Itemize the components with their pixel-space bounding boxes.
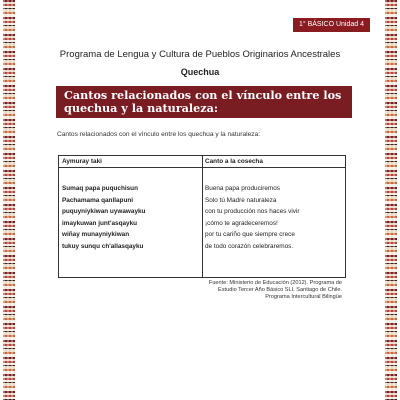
source-line: Programa Intercultural Bilingüe [265, 294, 342, 300]
quechua-column [59, 156, 203, 277]
source-line: Fuente: Ministerio de Educación (2012). Programa de [208, 280, 342, 286]
source-line: Estudio Tercer Año Básico SLI. Santiago de Chile. [218, 287, 342, 293]
spanish-line: de todo corazón celebraremos. [205, 242, 294, 250]
spanish-line: por tu cariño que siempre crece [205, 231, 295, 239]
spanish-line: Solo tú Madre naturaleza [205, 196, 277, 204]
quechua-column-header: Aymuray taki [59, 156, 202, 168]
section-banner: Cantos relacionados con el vínculo entre los quechua y la naturaleza: [56, 86, 352, 118]
quechua-line: wiñay munayniykiwan [62, 231, 130, 239]
spanish-line: ¡cómo te agradeceremos! [205, 219, 278, 227]
spanish-line: con tu producción nos haces vivir [205, 208, 300, 216]
quechua-line: Sumaq papa puquchisun [62, 185, 138, 192]
song-table [58, 155, 346, 278]
spanish-line: Buena papa produciremos [205, 185, 280, 192]
quechua-line: imaykuwan junt'asqayku [62, 219, 138, 227]
subject-title: Quechua [180, 67, 220, 77]
intro-text: Cantos relacionados con el vínculo entre los quechua y la naturaleza: [57, 131, 261, 138]
unit-tag: 1° BÁSICO Unidad 4 [293, 18, 370, 32]
quechua-line: Pachamama qanllapuni [62, 196, 134, 204]
quechua-line: tukuy sunqu ch'allasqayku [62, 242, 144, 250]
decorative-border-left [3, 0, 15, 400]
program-title: Programa de Lengua y Cultura de Pueblos Originarios Ancestrales [59, 49, 341, 60]
spanish-column-header: Canto a la cosecha [202, 156, 345, 168]
decorative-border-right [385, 0, 397, 400]
spanish-column [202, 156, 345, 277]
source-citation [142, 280, 342, 301]
quechua-line: puquyniykiwan uywawayku [62, 208, 146, 216]
